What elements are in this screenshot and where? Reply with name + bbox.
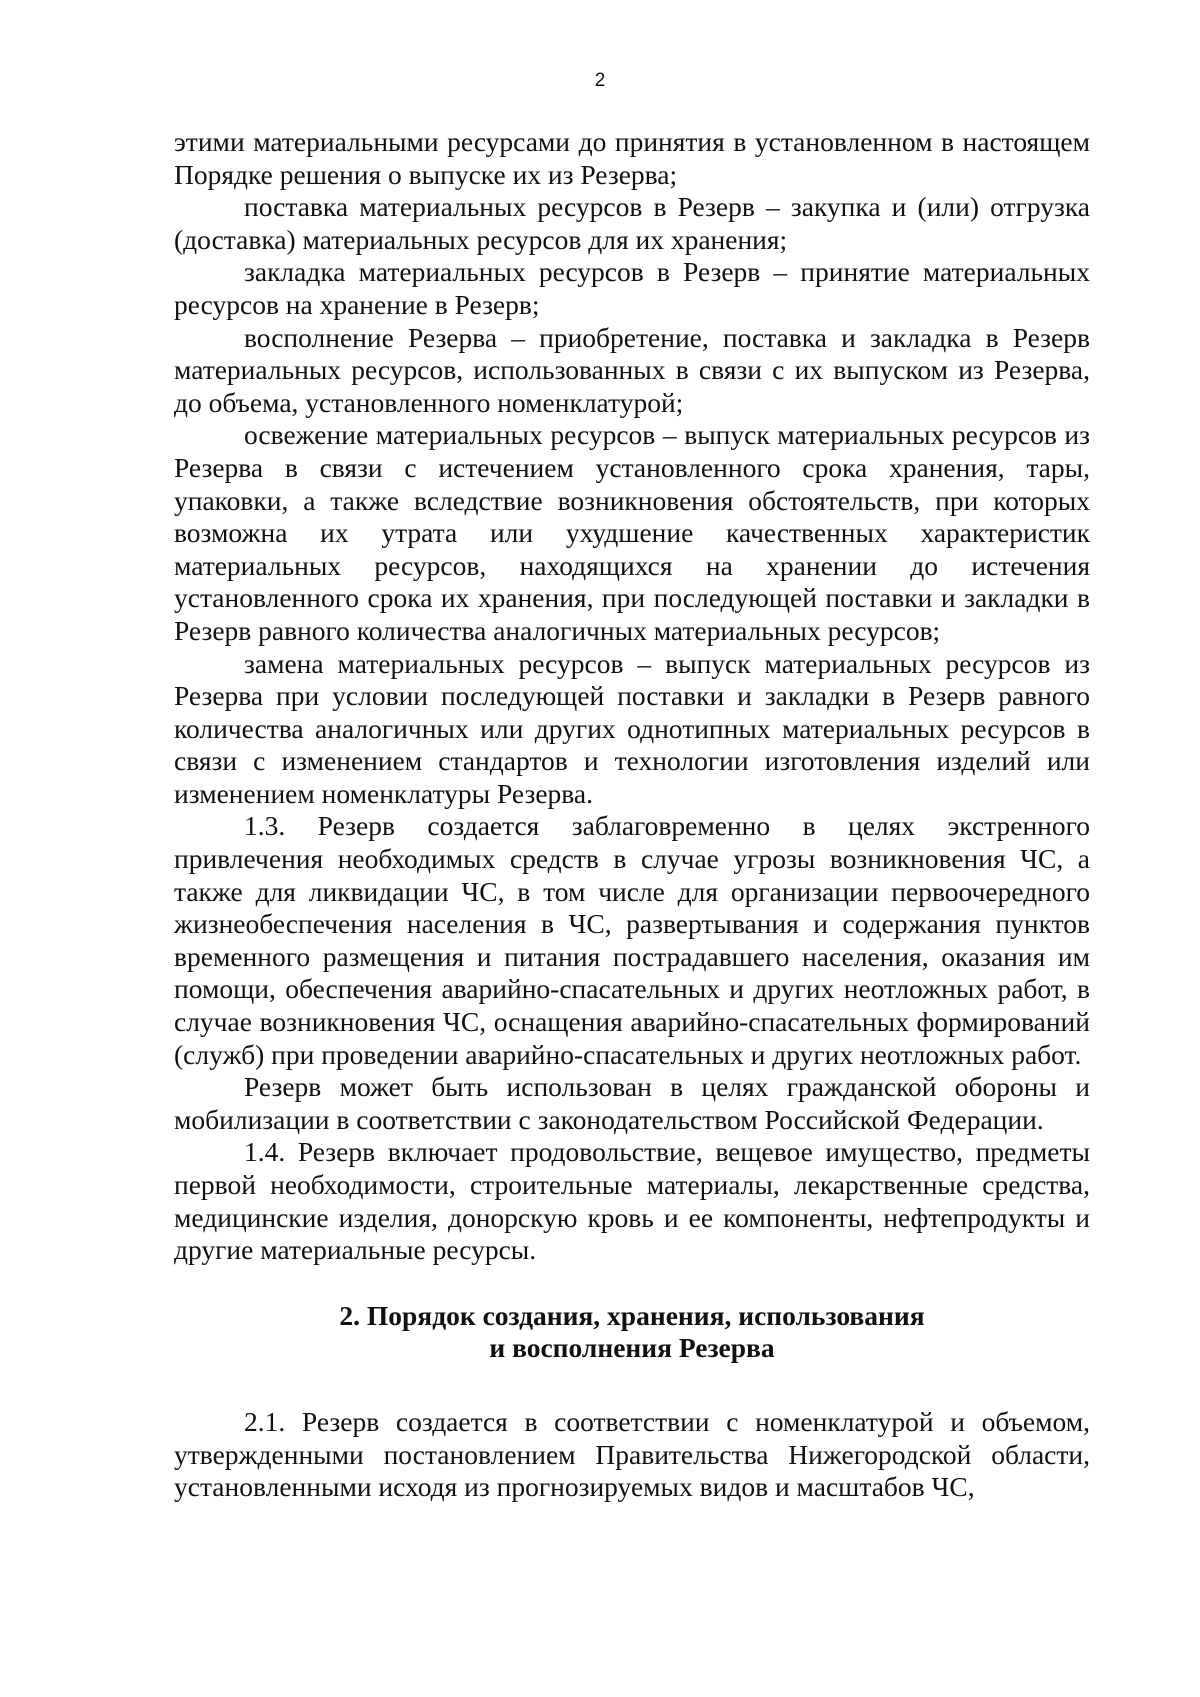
paragraph-definition-replenishment: восполнение Резерва – приобретение, поставка и закладка в Резерв материальных ресурсов, использованных в связи с их выпуском из Резерва, до объема, установленного номенклатурой; — [174, 321, 1090, 418]
paragraph-definition-replacement: замена материальных ресурсов – выпуск материальных ресурсов из Резерва при условии последующей поставки и закладки в Резерв равного количества аналогичных или других однотипных материальных ресурсов в связи с изменением стандартов и технологии изготовления изделий или изменением номенклатуры Резерва. — [174, 647, 1090, 809]
paragraph-2-1: 2.1. Резерв создается в соответствии с номенклатурой и объемом, утвержденными постановлением Правительства Нижегородской области, установленными исходя из прогнозируемых видов и масштабов ЧС, — [174, 1405, 1090, 1503]
document-body — [174, 126, 1090, 1504]
page-number: 2 — [594, 70, 606, 91]
section-2-heading-line1: 2. Порядок создания, хранения, использования — [339, 1299, 925, 1331]
section-2-heading — [174, 1300, 1090, 1365]
section-2-heading-line2: и восполнения Резерва — [489, 1332, 775, 1364]
paragraph-definition-supply: поставка материальных ресурсов в Резерв – закупка и (или) отгрузка (доставка) материальных ресурсов для их хранения; — [174, 191, 1090, 255]
paragraph-continuation: этими материальными ресурсами до принятия в установленном в настоящем Порядке решения о выпуске их из Резерва; — [174, 126, 1090, 190]
paragraph-1-3: 1.3. Резерв создается заблаговременно в целях экстренного привлечения необходимых средств в случае угрозы возникновения ЧС, а также для ликвидации ЧС, в том числе для организации первоочередного жизнеобеспечения населения в ЧС, развертывания и содержания пунктов временного размещения и питания пострадавшего населения, оказания им помощи, обеспечения аварийно-спасательных и других неотложных работ, в случае возникновения ЧС, оснащения аварийно-спасательных формирований (служб) при проведении аварийно-спасательных и других неотложных работ. — [174, 810, 1090, 1070]
paragraph-definition-refresh: освежение материальных ресурсов – выпуск материальных ресурсов из Резерва в связи с истечением установленного срока хранения, тары, упаковки, а также вследствие возникновения обстоятельств, при которых возможна их утрата или ухудшение качественных характеристик материальных ресурсов, находящихся на хранении до истечения установленного срока их хранения, при последующей поставки и закладки в Резерв равного количества аналогичных материальных ресурсов; — [174, 419, 1090, 646]
paragraph-definition-storage: закладка материальных ресурсов в Резерв – принятие материальных ресурсов на хранение в Резерв; — [174, 256, 1090, 320]
paragraph-civil-defense: Резерв может быть использован в целях гражданской обороны и мобилизации в соответствии с законодательством Российской Федерации. — [174, 1071, 1090, 1135]
paragraph-1-4: 1.4. Резерв включает продовольствие, вещевое имущество, предметы первой необходимости, строительные материалы, лекарственные средства, медицинские изделия, донорскую кровь и ее компоненты, нефтепродукты и другие материальные ресурсы. — [174, 1136, 1090, 1266]
